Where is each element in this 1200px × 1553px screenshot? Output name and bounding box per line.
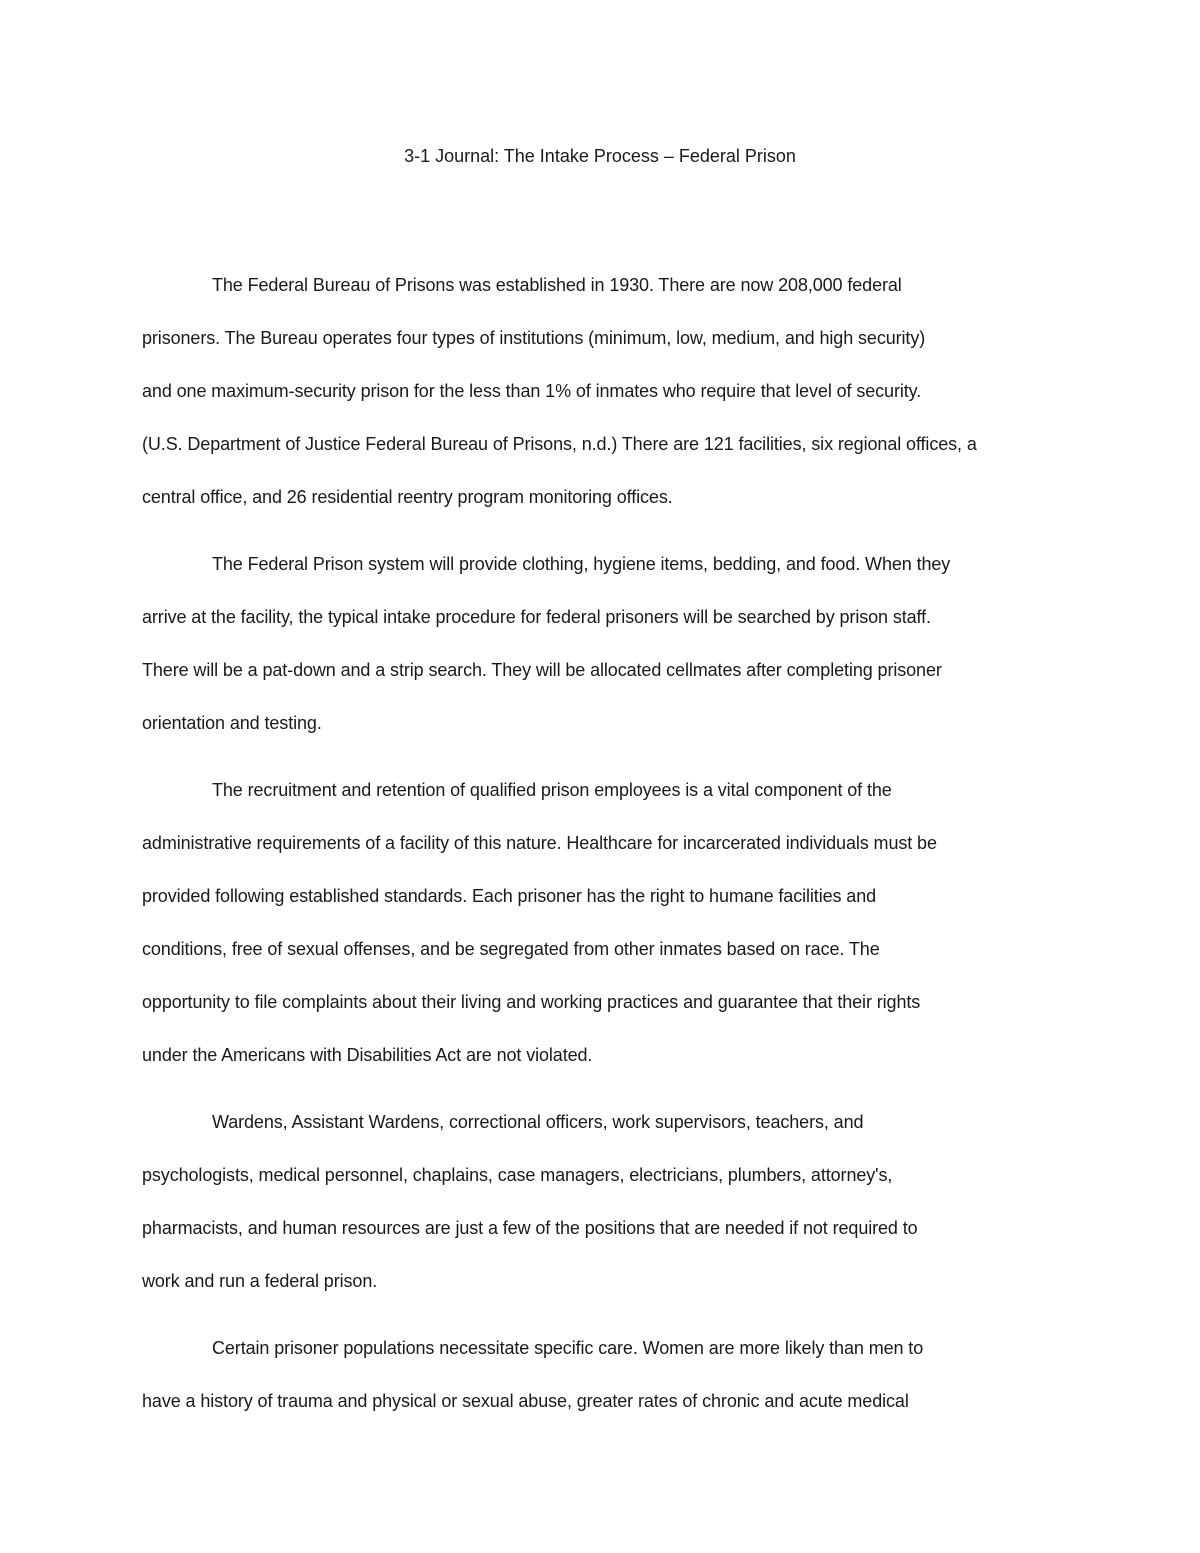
text-line: have a history of trauma and physical or sexual abuse, greater rates of chronic and acute medical	[142, 1391, 909, 1411]
text-line: under the Americans with Disabilities Act are not violated.	[142, 1045, 593, 1065]
paragraph-intro	[142, 271, 1072, 536]
text-line: (U.S. Department of Justice Federal Bureau of Prisons, n.d.) There are 121 facilities, six regional offices, a	[142, 434, 977, 454]
text-line: Wardens, Assistant Wardens, correctional officers, work supervisors, teachers, and	[212, 1112, 864, 1132]
text-line: The Federal Bureau of Prisons was established in 1930. There are now 208,000 federal	[212, 275, 902, 295]
text-line: work and run a federal prison.	[142, 1271, 378, 1291]
text-line: opportunity to file complaints about their living and working practices and guarantee that their rights	[142, 992, 921, 1012]
paragraph-positions	[142, 1108, 1072, 1320]
text-line: pharmacists, and human resources are just a few of the positions that are needed if not required to	[142, 1218, 918, 1238]
text-line: The recruitment and retention of qualified prison employees is a vital component of the	[212, 780, 892, 800]
text-line: arrive at the facility, the typical intake procedure for federal prisoners will be searched by prison staff.	[142, 607, 931, 627]
text-line: Certain prisoner populations necessitate specific care. Women are more likely than men to	[212, 1338, 924, 1358]
text-line: provided following established standards. Each prisoner has the right to humane facilities and	[142, 886, 877, 906]
document-body	[142, 271, 1072, 1454]
text-line: and one maximum-security prison for the less than 1% of inmates who require that level of security.	[142, 381, 922, 401]
text-line: prisoners. The Bureau operates four types of institutions (minimum, low, medium, and high security)	[142, 328, 926, 348]
text-line: conditions, free of sexual offenses, and be segregated from other inmates based on race. The	[142, 939, 880, 959]
text-line: orientation and testing.	[142, 713, 322, 733]
document-title: 3-1 Journal: The Intake Process – Federal Prison	[404, 146, 796, 166]
paragraph-populations	[142, 1334, 1072, 1440]
text-line: administrative requirements of a facility of this nature. Healthcare for incarcerated individuals must be	[142, 833, 937, 853]
text-line: There will be a pat-down and a strip search. They will be allocated cellmates after completing prisoner	[142, 660, 942, 680]
paragraph-employees	[142, 776, 1072, 1094]
text-line: central office, and 26 residential reentry program monitoring offices.	[142, 487, 673, 507]
text-line: psychologists, medical personnel, chaplains, case managers, electricians, plumbers, attorney's,	[142, 1165, 893, 1185]
text-line: The Federal Prison system will provide clothing, hygiene items, bedding, and food. When they	[212, 554, 951, 574]
paragraph-intake	[142, 550, 1072, 762]
